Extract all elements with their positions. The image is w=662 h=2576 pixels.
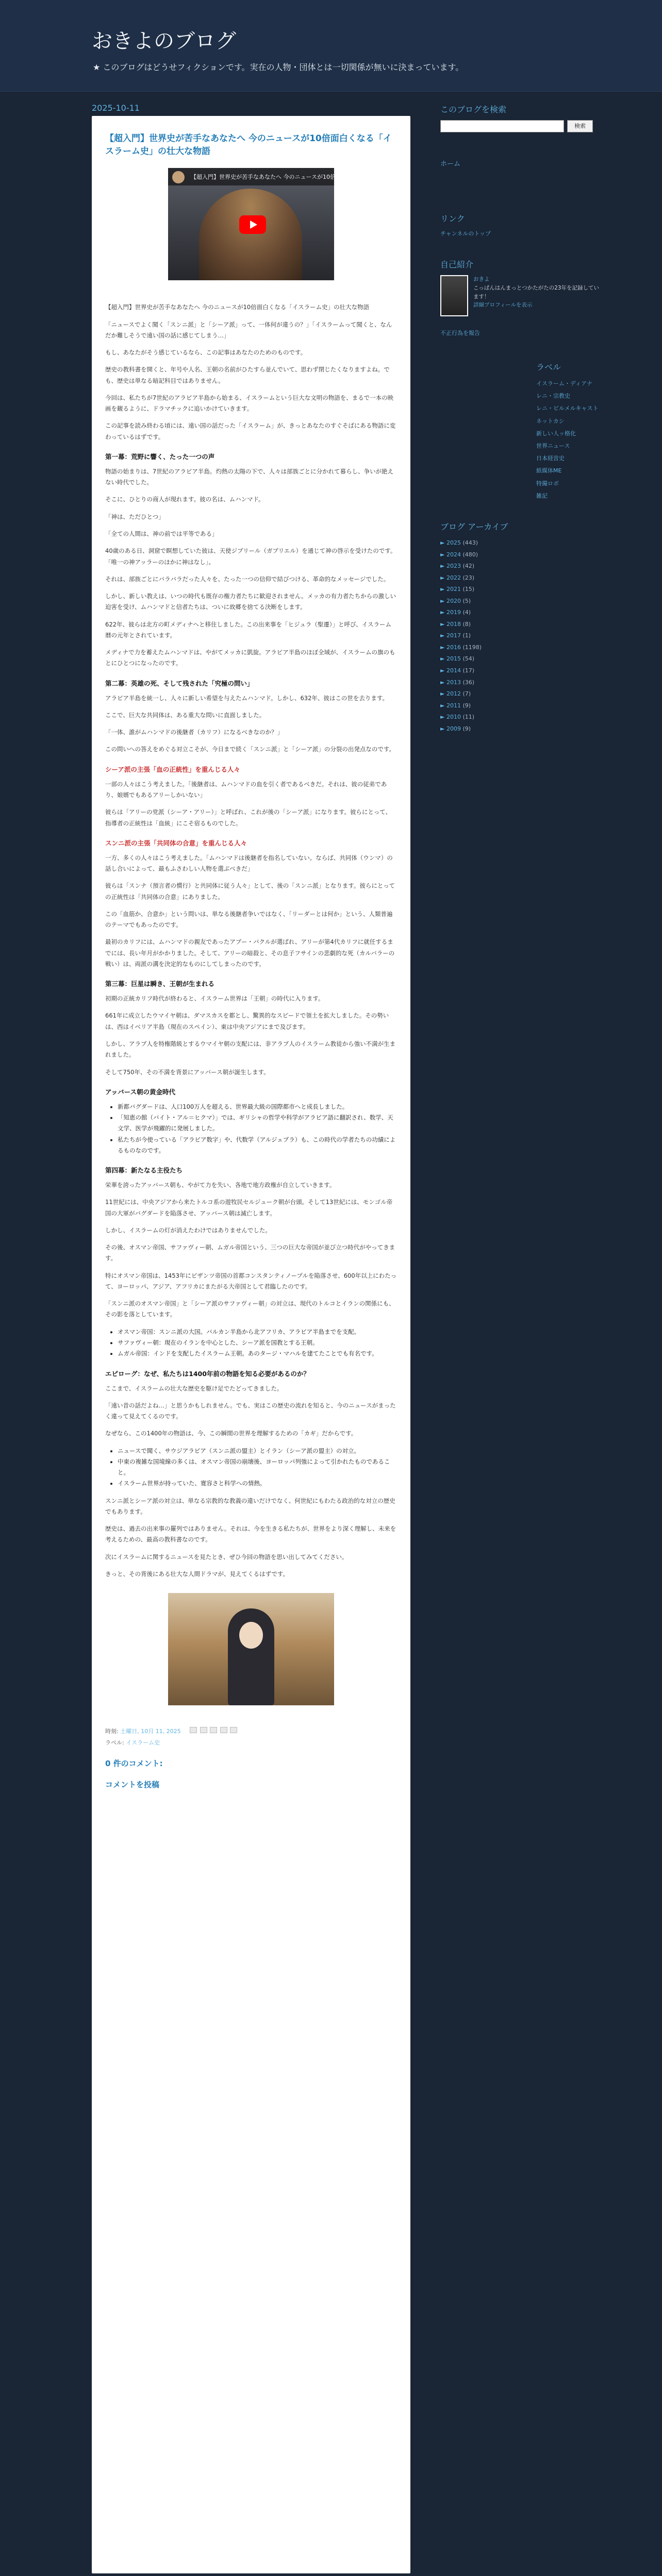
section-heading: シーア派の主張「血の正統性」を重んじる人々 (105, 765, 240, 773)
post-paragraph: 【超入門】世界史が苦手なあなたへ 今のニュースが10倍面白くなる「イスラーム史」の壮大な物語 (105, 303, 370, 311)
archive-count: (11) (462, 714, 475, 721)
list-item: • 新都バグダードは、人口100万人を超える、世界最大級の国際都市へと成長しました。 (118, 1101, 397, 1112)
archive-count: (443) (462, 539, 478, 546)
sidebar-label-link[interactable]: レニ・ビルメルキャスト (536, 405, 599, 412)
post-paragraph: アラビア半島を統一し、人々に新しい希望を与えたムハンマド。しかし、632年、彼はこの世を去ります。 (105, 694, 388, 702)
archive-year-item[interactable] (440, 688, 600, 700)
list-item: • 私たちが今使っている「アラビア数字」や、代数学（アルジェブラ）も、この時代の学者たちの功績によるものなのです。 (118, 1134, 397, 1157)
section-heading: 第一幕：荒野に響く、たった一つの声 (105, 452, 215, 461)
archive-year-item[interactable] (440, 607, 600, 619)
section-heading: スンニ派の主張「共同体の合意」を重んじる人々 (105, 839, 247, 847)
archive-year-item[interactable] (440, 537, 600, 549)
video-title[interactable]: 【超入門】世界史が苦手なあなたへ 今のニュースが10倍面白くなる「イスラーム... (191, 174, 404, 181)
archive-year-link[interactable]: ► 2017 (440, 632, 461, 639)
share-buttons (190, 1726, 238, 1737)
post-paragraph: ここまで、イスラームの壮大な歴史を駆け足でたどってきました。 (105, 1384, 283, 1392)
archive-count: (15) (462, 586, 475, 593)
spacer (440, 194, 600, 212)
links-widget-title: リンク (440, 214, 465, 224)
post-paragraph: しかし、イスラームの灯が消えたわけではありませんでした。 (105, 1226, 271, 1234)
email-icon[interactable] (190, 1727, 197, 1733)
comments-heading: 0 件のコメント: (105, 1759, 163, 1769)
post-paragraph: 彼らは「アリーの党派（シーア・アリー）」と呼ばれ、これが後の「シーア派」になります。彼らにとって、指導者の正統性は「血統」にこそ宿るものでした。 (105, 808, 391, 827)
post-paragraph: そして750年、その不満を背景にアッバース朝が誕生します。 (105, 1068, 270, 1076)
post-paragraph: この記事を読み終わる頃には、遠い国の話だった「イスラーム」が、きっとあなたのすぐそばにある物語に変わっているはずです。 (105, 422, 396, 440)
list-item: • 中東の複雑な国境線の多くは、オスマン帝国の崩壊後、ヨーロッパ列強によって引かれたものであること。 (118, 1456, 397, 1479)
embedded-video[interactable] (168, 168, 404, 280)
sidebar-label-link[interactable]: イスラーム・ディアナ (536, 380, 593, 387)
bullet-list (118, 1327, 397, 1360)
post-paragraph: 物語の始まりは、7世紀のアラビア半島。灼熱の太陽の下で、人々は部族ごとに分かれて暮らし、争いが絶えない時代でした。 (105, 467, 394, 486)
archive-count: (1) (462, 632, 471, 639)
post-paragraph: なぜなら、この1400年の物語は、今、この瞬間の世界を理解するための「カギ」だからです。 (105, 1430, 357, 1437)
sidebar-label-link[interactable]: レニ・宗教史 (536, 393, 570, 400)
labels-widget (536, 361, 639, 502)
archive-year-item[interactable] (440, 642, 600, 654)
post-footer (105, 1726, 397, 1749)
archive-year-link[interactable]: ► 2024 (440, 551, 461, 558)
blog-title[interactable]: おきよのブログ (92, 29, 236, 53)
post-paragraph: 次にイスラームに関するニュースを見たとき、ぜひ今回の物語を思い出してみてください。 (105, 1553, 348, 1561)
post-paragraph: 初期の正統カリフ時代が終わると、イスラーム世界は「王朝」の時代に入ります。 (105, 995, 324, 1003)
list-item: • オスマン帝国：スンニ派の大国。バルカン半島から北アフリカ、アラビア半島までを支配。 (118, 1327, 397, 1337)
post-paragraph: それは、部族ごとにバラバラだった人々を、たった一つの信仰で結びつける、革命的なメッセージでした。 (105, 575, 390, 583)
post-paragraph: 一部の人々はこう考えました。「後継者は、ムハンマドの血を引く者であるべきだ。それは、彼の従弟であり、娘婿でもあるアリーしかいない」 (105, 780, 387, 799)
archive-count: (8) (462, 620, 471, 628)
facebook-icon[interactable] (220, 1727, 227, 1733)
post-paragraph: メディナで力を蓄えたムハンマドは、やがてメッカに凱旋。アラビア半島のほぼ全域が、イスラームの旗のもとにひとつになったのです。 (105, 649, 395, 667)
profile (440, 275, 600, 316)
post-paragraph: 栄華を誇ったアッバース朝も、やがて力を失い、各地で地方政権が自立していきます。 (105, 1181, 336, 1189)
profile-text: こっぱんはんまっとつかたがたの23年を記録しています！ (473, 284, 599, 300)
search-input[interactable] (440, 120, 564, 132)
post-paragraph: 特にオスマン帝国は、1453年にビザンツ帝国の首都コンスタンティノープルを陥落させ、600年以上にわたって、ヨーロッパ、アジア、アフリカにまたがる大帝国として君臨したのです。 (105, 1272, 397, 1290)
archive-year-item[interactable] (440, 700, 600, 712)
post-paragraph: 622年、彼らは北方の町メディナへと移住しました。この出来事を「ヒジュラ（聖遷）」と呼び、イスラーム暦の元年とされています。 (105, 620, 391, 639)
post-paragraph: 「一体、誰がムハンマドの後継者（カリフ）になるべきなのか？」 (105, 728, 283, 736)
posted-label: 時刻: (105, 1728, 119, 1735)
archive-list (440, 537, 600, 735)
archive-count: (4) (462, 609, 471, 616)
archive-year-link[interactable]: ► 2022 (440, 574, 461, 581)
post-card (92, 116, 410, 2573)
post-comment-link[interactable]: コメントを投稿 (105, 1780, 160, 1790)
section-heading: 第三幕：巨星は瞬き、王朝が生まれる (105, 980, 215, 988)
archive-count: (17) (462, 667, 475, 674)
archive-year-item[interactable] (440, 584, 600, 596)
archive-year-item[interactable] (440, 596, 600, 607)
blog-header (0, 0, 662, 92)
post-body (105, 302, 397, 1705)
post-paragraph: 彼らは「スンナ（預言者の慣行）と共同体に従う人々」として、後の「スンニ派」となります。彼らにとっての正統性は「共同体の合意」にありました。 (105, 882, 395, 901)
post-paragraph: 一方、多くの人々はこう考えました。「ムハンマドは後継者を指名していない。ならば、共同体（ウンマ）の話し合いによって、最もふさわしい人物を選ぶべきだ」 (105, 854, 393, 873)
archive-year-item[interactable] (440, 619, 600, 631)
post-paragraph: 「神は、ただひとつ」 (105, 513, 164, 520)
labels-widget-title: ラベル (536, 362, 561, 372)
pinterest-icon[interactable] (230, 1727, 237, 1733)
post-paragraph: しかし、新しい教えは、いつの時代も既存の権力者たちに歓迎されません。メッカの有力者たちからの激しい迫害を受け、ムハンマドと信者たちは、ついに故郷を捨てる決断をします。 (105, 592, 396, 611)
post-timestamp-link[interactable]: 土曜日, 10月 11, 2025 (120, 1728, 181, 1735)
archive-widget (440, 520, 600, 735)
archive-year-item[interactable] (440, 561, 600, 572)
archive-count: (1198) (462, 643, 482, 651)
link-channel-top[interactable]: チャンネルのトップ (440, 230, 491, 237)
archive-year-item[interactable] (440, 665, 600, 677)
search-widget-title: このブログを検索 (440, 105, 507, 114)
post-paragraph: その後、オスマン帝国、サファヴィー朝、ムガル帝国という、三つの巨大な帝国が並び立つ時代がやってきます。 (105, 1244, 395, 1262)
post-paragraph: 11世紀には、中央アジアから来たトルコ系の遊牧民セルジューク朝が台頭。そして13世紀には、モンゴル帝国の大軍がバグダードを陥落させ、アッバース朝は滅亡します。 (105, 1198, 393, 1217)
post-paragraph: 「全ての人間は、神の前では平等である」 (105, 530, 218, 537)
sidebar (440, 103, 600, 337)
home-link[interactable]: ホーム (440, 160, 461, 168)
sidebar-label-link[interactable]: 日本経営史 (536, 455, 565, 462)
list-item: • イスラーム世界が持っていた、寛容さと科学への情熱。 (118, 1478, 397, 1489)
archive-count: (23) (462, 574, 475, 581)
post-paragraph: 661年に成立したウマイヤ朝は、ダマスカスを都とし、驚異的なスピードで領土を拡大しました。その勢いは、西はイベリア半島（現在のスペイン）、東は中央アジアにまで及びます。 (105, 1012, 389, 1030)
blog-description: ★ このブログはどうせフィクションです。実在の人物・団体とは一切関係が無いに決まっています。 (93, 62, 464, 72)
sidebar-label-link[interactable]: 特撮ロボ (536, 480, 559, 487)
spacer (440, 238, 600, 258)
labels-list (536, 378, 639, 502)
bullet-list (118, 1446, 397, 1489)
post-paragraph: 歴史の教科書を開くと、年号や人名、王朝の名前がひたすら並んでいて、思わず閉じたくなりますよね。でも、歴史は単なる暗記科目ではありません。 (105, 366, 390, 384)
sidebar-label-link[interactable]: 紙媒体ME (536, 467, 562, 474)
post-paragraph: スンニ派とシーア派の対立は、単なる宗教的な教義の違いだけでなく、何世紀にもわたる政治的な対立の歴史でもあります。 (105, 1497, 395, 1515)
play-icon[interactable] (239, 215, 266, 234)
section-heading: 第二幕：英雄の死、そして残された「究極の問い」 (105, 679, 254, 687)
archive-count: (54) (462, 655, 475, 663)
post-image[interactable] (168, 1593, 334, 1705)
post-paragraph: この問いへの答えをめぐる対立こそが、今日まで続く「スンニ派」と「シーア派」の分裂の出発点なのです。 (105, 745, 395, 753)
bullet-list (118, 1101, 397, 1156)
search-button[interactable]: 検索 (567, 120, 593, 132)
post-paragraph: きっと、その背後にある壮大な人間ドラマが、見えてくるはずです。 (105, 1570, 289, 1578)
post-date: 2025-10-11 (92, 103, 140, 113)
archive-year-link[interactable]: ► 2025 (440, 539, 461, 546)
archive-year-item[interactable] (440, 549, 600, 561)
archive-count: (5) (462, 597, 471, 604)
archive-count: (9) (462, 725, 471, 732)
sidebar-label-link[interactable]: 雑記 (536, 492, 548, 499)
archive-year-item[interactable] (440, 711, 600, 723)
section-heading: 第四幕：新たなる主役たち (105, 1166, 183, 1175)
post-paragraph: そこに、ひとりの商人が現れます。彼の名は、ムハンマド。 (105, 496, 264, 503)
archive-widget-title: ブログ アーカイブ (440, 522, 508, 532)
archive-year-link[interactable]: ► 2010 (440, 714, 461, 721)
post-paragraph: 「スンニ派のオスマン帝国」と「シーア派のサファヴィー朝」の対立は、現代のトルコとイランの関係にも、その影を落としています。 (105, 1300, 395, 1318)
archive-year-link[interactable]: ► 2011 (440, 702, 461, 709)
post-paragraph: しかし、アラブ人を特権階級とするウマイヤ朝の支配には、非アラブ人のイスラーム教徒から強い不満が生まれました。 (105, 1040, 396, 1059)
figure-face (239, 1622, 263, 1649)
archive-year-item[interactable] (440, 572, 600, 584)
archive-count: (42) (462, 563, 475, 570)
list-item: • 「知恵の館（バイト・アル＝ヒクマ）」では、ギリシャの哲学や科学がアラビア語に翻訳され、数学、天文学、医学が飛躍的に発展しました。 (118, 1112, 397, 1134)
archive-count: (480) (462, 551, 478, 558)
list-item: • ニュースで聞く、サウジアラビア（スンニ派の盟主）とイラン（シーア派の盟主）の対立。 (118, 1446, 397, 1456)
archive-year-link[interactable]: ► 2015 (440, 655, 461, 663)
report-abuse-link[interactable]: 不正行為を報告 (440, 330, 480, 336)
archive-year-link[interactable]: ► 2020 (440, 597, 461, 604)
archive-count: (36) (462, 679, 475, 686)
archive-year-link[interactable]: ► 2009 (440, 725, 461, 732)
sidebar-label-link[interactable]: 世界ニュース (536, 442, 570, 449)
twitter-icon[interactable] (210, 1727, 217, 1733)
archive-year-link[interactable]: ► 2019 (440, 609, 461, 616)
archive-year-link[interactable]: ► 2016 (440, 643, 461, 651)
archive-count: (7) (462, 690, 471, 698)
profile-widget-title: 自己紹介 (440, 260, 474, 269)
post-paragraph: 今回は、私たちが7世紀のアラビア半島から始まる、イスラームという巨大な文明の物語を、まるで一本の映画を観るように、ドラマチックに追いかけていきます。 (105, 394, 394, 413)
labels-label: ラベル: (105, 1739, 124, 1747)
video-title-bar (168, 168, 404, 185)
list-item: • ムガル帝国：インドを支配したイスラーム王朝。あのタージ・マハルを建てたことでも有名です。 (118, 1348, 397, 1359)
post-paragraph: ここで、巨大な共同体は、ある重大な問いに直面しました。 (105, 711, 266, 719)
archive-year-link[interactable]: ► 2021 (440, 586, 461, 593)
archive-year-link[interactable]: ► 2018 (440, 620, 461, 628)
profile-name[interactable]: おきよ (473, 276, 490, 282)
post-paragraph: この「血筋か、合意か」という問いは、単なる後継者争いではなく、「リーダーとは何か」という、人類普遍のテーマでもあったのです。 (105, 910, 393, 929)
blog-this-icon[interactable] (200, 1727, 207, 1733)
sidebar-label-link[interactable]: 新しい人ッ格化 (536, 430, 576, 437)
profile-details-link[interactable]: 詳細プロフィールを表示 (473, 302, 533, 309)
post-paragraph: 40歳のある日、洞窟で瞑想していた彼は、天使ジブリール（ガブリエル）を通じて神の啓示を受けたのです。「唯一の神アッラーのほかに神はなし」。 (105, 547, 396, 566)
post-title[interactable]: 【超入門】世界史が苦手なあなたへ 今のニュースが10倍面白くなる「イスラーム史」の壮大な物語 (105, 133, 392, 157)
list-item: • サファヴィー朝：現在のイランを中心とした、シーア派を国教とする王朝。 (118, 1337, 397, 1348)
section-heading: エピローグ：なぜ、私たちは1400年前の物語を知る必要があるのか？ (105, 1369, 310, 1378)
archive-year-link[interactable]: ► 2013 (440, 679, 461, 686)
post-paragraph: 「遠い昔の話だよね…」と思うかもしれません。でも、実はこの歴史の流れを知ると、今のニュースがまったく違って見えてくるのです。 (105, 1401, 396, 1420)
archive-year-item[interactable] (440, 723, 600, 735)
archive-year-link[interactable]: ► 2023 (440, 563, 461, 570)
post-paragraph: 最初のカリフには、ムハンマドの親友であったアブー・バクルが選ばれ、アリーが第4代カリフに就任するまでには、長い年月がかかりました。そして、アリーの暗殺と、その息子フサインの悲劇的な死（カルバラーの戦い）は、両派の溝を決定的なものにしてしまったのです。 (105, 938, 395, 968)
sidebar-label-link[interactable]: ネットカシ (536, 417, 565, 425)
archive-count: (9) (462, 702, 471, 709)
post-paragraph: 歴史は、過去の出来事の羅列ではありません。それは、今を生きる私たちが、世界をより深く理解し、未来を考えるための、最高の教科書なのです。 (105, 1525, 396, 1544)
archive-year-item[interactable] (440, 677, 600, 689)
archive-year-link[interactable]: ► 2012 (440, 690, 461, 698)
profile-avatar[interactable] (440, 275, 468, 316)
archive-year-item[interactable] (440, 653, 600, 665)
archive-year-item[interactable] (440, 630, 600, 642)
search-form (440, 120, 600, 132)
post-label-link[interactable]: イスラーム史 (126, 1739, 160, 1747)
archive-year-link[interactable]: ► 2014 (440, 667, 461, 674)
section-heading: アッバース朝の黄金時代 (105, 1088, 176, 1096)
post-paragraph: 「ニュースでよく聞く「スンニ派」と「シーア派」って、一体何が違うの？」「イスラームって聞くと、なんだか難しそうで遠い国の話に感じてしまう…」 (105, 320, 392, 339)
post-paragraph: もし、あなたがそう感じているなら、この記事はあなたのためのものです。 (105, 349, 307, 357)
